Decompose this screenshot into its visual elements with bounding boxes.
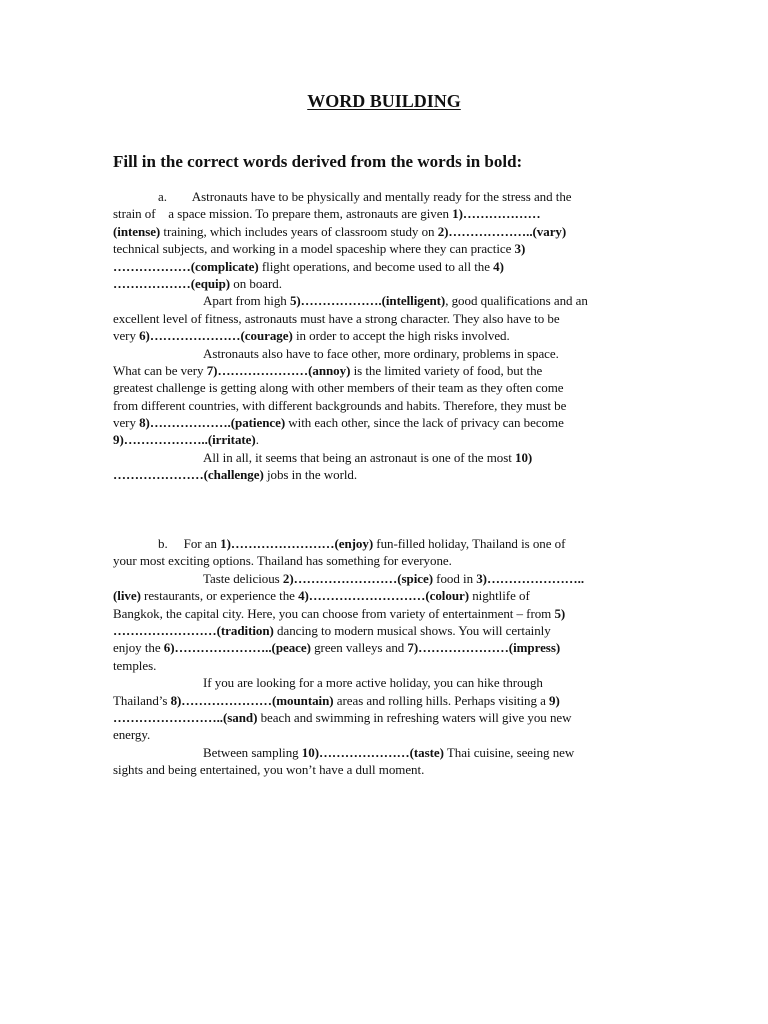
text-line: enjoy the 6)…………………..(peace) green valleys and 7)…………………(impress): [113, 640, 561, 656]
text-line: from different countries, with different backgrounds and habits. Therefore, they must be: [113, 397, 567, 413]
text-line: strain of a space mission. To prepare them, astronauts are given 1)………………: [113, 206, 541, 222]
text-line: energy.: [113, 727, 151, 743]
text-line: ……………………(tradition) dancing to modern musical shows. You will certainly: [113, 622, 551, 638]
text-line: If you are looking for a more active holiday, you can hike through: [203, 675, 543, 691]
text-line: your most exciting options. Thailand has something for everyone.: [113, 553, 452, 569]
text-line: a. Astronauts have to be physically and mentally ready for the stress and the: [158, 189, 572, 204]
page-title: WORD BUILDING: [307, 91, 461, 111]
text-line: …………………(challenge) jobs in the world.: [113, 467, 358, 483]
text-line: excellent level of fitness, astronauts must have a strong character. They also have to be: [113, 310, 560, 326]
text-line: All in all, it seems that being an astronaut is one of the most 10): [203, 449, 533, 465]
text-line: ………………(complicate) flight operations, and become used to all the 4): [113, 258, 504, 274]
text-line: technical subjects, and working in a model spaceship where they can practice 3): [113, 241, 526, 257]
text-line: very 6)…………………(courage) in order to accept the high risks involved.: [113, 328, 510, 344]
text-line: sights and being entertained, you won’t have a dull moment.: [113, 762, 425, 778]
text-line: Between sampling 10)…………………(taste) Thai cuisine, seeing new: [203, 744, 575, 760]
text-line: (intense) training, which includes years of classroom study on 2)………………..(vary): [113, 223, 567, 239]
text-line: greatest challenge is getting along with other members of their team as they often come: [113, 380, 564, 396]
text-line: Taste delicious 2)……………………(spice) food in 3)…………………..: [203, 570, 585, 586]
text-line: Thailand’s 8)…………………(mountain) areas and rolling hills. Perhaps visiting a 9): [113, 692, 560, 708]
text-line: b. For an 1)……………………(enjoy) fun-filled holiday, Thailand is one of: [158, 536, 566, 551]
text-line: ………………(equip) on board.: [113, 275, 282, 291]
text-line: 9)………………..(irritate).: [113, 432, 259, 448]
instruction-text: Fill in the correct words derived from the words in bold:: [113, 152, 523, 171]
text-line: temples.: [113, 657, 157, 673]
text-line: Astronauts also have to face other, more ordinary, problems in space.: [203, 345, 559, 361]
text-line: (live) restaurants, or experience the 4)………………………(colour) nightlife of: [113, 588, 530, 604]
text-line: ……………………..(sand) beach and swimming in refreshing waters will give you new: [113, 709, 572, 725]
text-line: Apart from high 5)……………….(intelligent), good qualifications and an: [203, 293, 588, 309]
exercise-section-a: [113, 188, 673, 484]
text-line: Bangkok, the capital city. Here, you can choose from variety of entertainment – from 5): [113, 605, 566, 621]
text-line: very 8)……………….(patience) with each other, since the lack of privacy can become: [113, 415, 564, 431]
text-line: What can be very 7)…………………(annoy) is the limited variety of food, but the: [113, 362, 543, 378]
exercise-section-b: [113, 535, 673, 778]
